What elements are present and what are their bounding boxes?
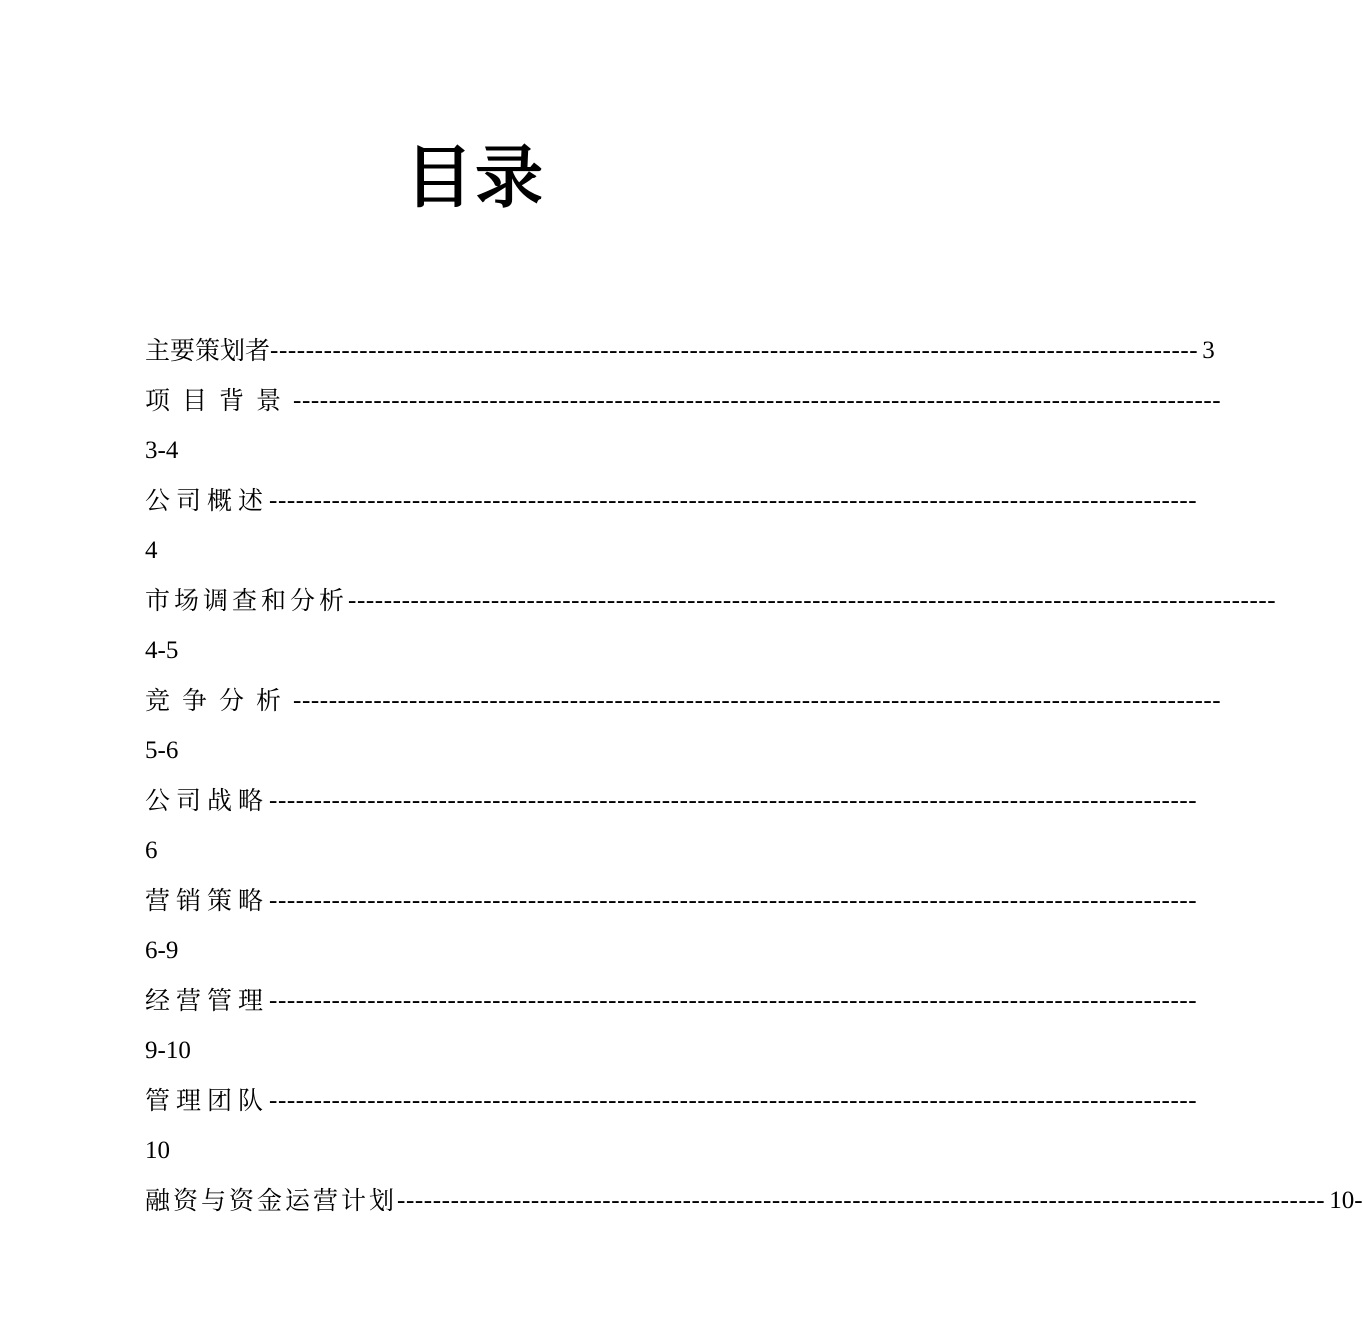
toc-entry-label: 公司概述	[145, 486, 270, 515]
toc-leader-dashes: --------------------------------------------------------------------------------------------------------	[269, 487, 1198, 514]
toc-entry-label: 管理团队	[145, 1086, 270, 1115]
toc-leader-dashes: --------------------------------------------------------------------------------------------------------	[269, 787, 1198, 814]
toc-entry-1	[145, 326, 1215, 376]
toc-entry-label: 主要策划者	[145, 336, 271, 365]
toc-entry-page: 3-4	[145, 437, 179, 464]
toc-entry-9	[145, 1076, 1198, 1126]
toc-entry-label: 经营管理	[145, 986, 270, 1015]
toc-entry-2	[145, 376, 1222, 426]
toc-title: 目录	[404, 138, 545, 218]
toc-entry-label: 公司战略	[145, 786, 270, 815]
toc-entry-label: 竞争分析	[145, 686, 294, 715]
toc-entry-page: 9-10	[145, 1037, 191, 1064]
toc-entry-label: 营销策略	[145, 886, 270, 915]
toc-entry-page: 4	[145, 537, 158, 564]
toc-entry-page: 5-6	[145, 737, 179, 764]
toc-entry-5	[145, 676, 1222, 726]
toc-leader-dashes: --------------------------------------------------------------------------------------------------------	[397, 1187, 1326, 1214]
toc-list	[145, 326, 1363, 1226]
toc-entry-label: 市场调查和分析	[145, 586, 349, 615]
toc-leader-dashes: --------------------------------------------------------------------------------------------------------	[269, 887, 1198, 914]
toc-leader-dashes: --------------------------------------------------------------------------------------------------------	[269, 1087, 1198, 1114]
toc-leader-dashes: --------------------------------------------------------------------------------------------------------	[270, 337, 1199, 364]
toc-entry-page: 10-	[1329, 1187, 1363, 1214]
toc-entry-page: 10	[145, 1137, 170, 1164]
toc-entry-6	[145, 776, 1198, 826]
toc-entry-3	[145, 476, 1198, 526]
toc-entry-7	[145, 876, 1198, 926]
toc-entry-page: 4-5	[145, 637, 179, 664]
toc-entry-label: 项目背景	[145, 386, 294, 415]
toc-entry-page: 3	[1202, 337, 1215, 364]
toc-entry-8	[145, 976, 1198, 1026]
toc-leader-dashes: --------------------------------------------------------------------------------------------------------	[293, 687, 1222, 714]
toc-leader-dashes: --------------------------------------------------------------------------------------------------------	[348, 587, 1277, 614]
toc-leader-dashes: --------------------------------------------------------------------------------------------------------	[293, 387, 1222, 414]
toc-entry-4	[145, 576, 1277, 626]
toc-entry-10	[145, 1176, 1363, 1226]
toc-leader-dashes: --------------------------------------------------------------------------------------------------------	[269, 987, 1198, 1014]
toc-entry-page: 6-9	[145, 937, 179, 964]
toc-entry-page: 6	[145, 837, 158, 864]
toc-entry-label: 融资与资金运营计划	[145, 1186, 398, 1215]
